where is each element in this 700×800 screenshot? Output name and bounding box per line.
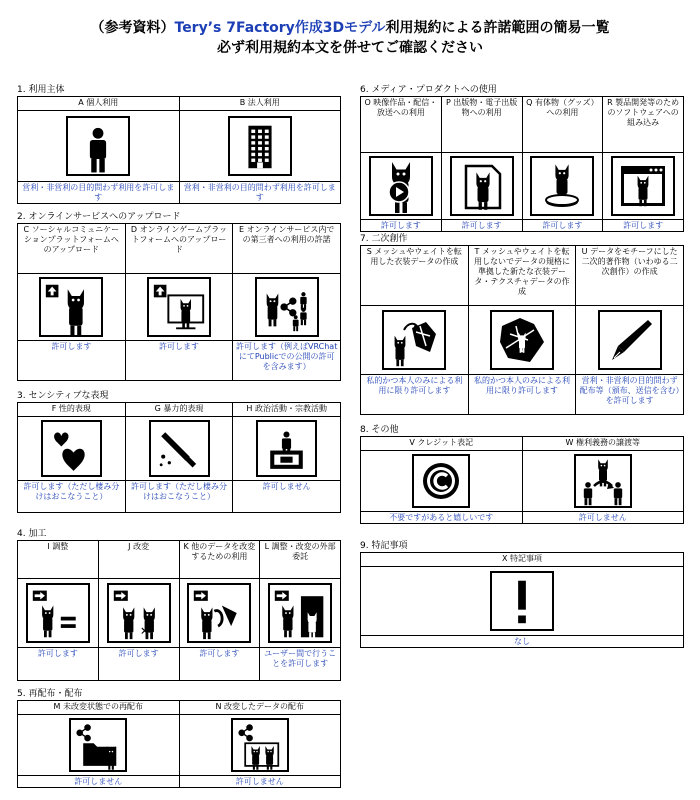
item-cell [18,541,98,680]
upload-game-icon [147,277,211,337]
knife-icon [149,420,210,477]
item-grid [360,436,684,524]
item-result: 私的かつ本人のみによる利用に限り許可します [361,374,468,414]
item-cell [18,224,125,380]
icon-area [126,417,233,480]
section-5 [17,688,341,788]
icon-area [18,715,179,775]
item-label: U データをモチーフにした二次的著作物（いわゆる二次創作）の作成 [576,246,683,306]
item-result: なし [361,635,683,647]
item-cell [522,437,684,523]
item-result: 許可しません [18,775,179,787]
item-grid [360,552,684,648]
item-result: 許可しません [233,480,340,512]
podium-speaker-icon [256,420,317,477]
title-prefix: （参考資料） [90,20,175,36]
item-cell [18,403,125,512]
section-2 [17,211,341,381]
item-cell [361,553,683,647]
item-result: 不要ですがあると嬉しいです [361,511,522,523]
section-title: 3. センシティブな表現 [17,391,109,401]
icon-area [18,417,125,480]
item-cell [125,224,233,380]
icon-area [18,579,98,647]
item-grid [360,96,684,232]
item-cell [98,541,179,680]
icon-area [442,153,522,219]
item-label: I 調整 [18,541,98,579]
new-costume-icon [490,310,554,370]
item-result: 営利・非営利の目的問わず配布等（頒布、送信を含む）を許可します [576,374,683,414]
item-result: 許可します [18,340,125,380]
item-cell [602,97,683,231]
section-8 [360,424,684,524]
exclamation-icon [490,571,554,631]
icon-area [361,451,522,511]
section-title: 7. 二次創作 [360,234,408,244]
copyright-icon [412,454,470,508]
rights-transfer-icon [574,454,632,508]
pen-nib-icon [598,310,662,370]
item-result: ユーザー間で行うことを許可します [260,647,340,680]
item-result: 許可します [442,219,522,231]
item-label: S メッシュやウェイトを転用した衣装データの作成 [361,246,468,306]
item-grid [17,402,341,513]
item-result: 許可します [361,219,441,231]
page-title [0,18,700,58]
item-label: F 性的表現 [18,403,125,417]
modify-icon [107,583,171,643]
item-result: 私的かつ本人のみによる利用に限り許可します [469,374,576,414]
item-label: V クレジット表記 [361,437,522,451]
office-building-icon [228,116,292,176]
item-result: 許可します [523,219,603,231]
icon-area [233,274,340,340]
item-label: W 権利義務の譲渡等 [523,437,684,451]
section-4 [17,528,341,681]
item-cell [361,246,468,414]
adjust-equal-icon [26,583,90,643]
item-label: C ソーシャルコミュニケーションプラットフォームへのアップロード [18,224,125,274]
outsourcing-icon [268,583,332,643]
item-label: L 調整・改変の外部委託 [260,541,340,579]
item-cell [179,541,260,680]
item-cell [232,403,340,512]
section-title: 1. 利用主体 [17,85,65,95]
item-cell [18,701,179,787]
item-label: J 改変 [99,541,179,579]
item-result: 許可します [126,340,233,380]
icon-area [233,417,340,480]
section-title: 5. 再配布・配布 [17,689,83,699]
item-cell [125,403,233,512]
section-6 [360,84,684,232]
icon-area [603,153,683,219]
icon-area [180,111,341,181]
icon-area [361,567,683,635]
section-title: 4. 加工 [17,529,47,539]
section-3 [17,390,341,513]
item-label: A 個人利用 [18,97,179,111]
title-suffix: 利用規約による許諾範囲の簡易一覧 [385,20,610,36]
item-label: X 特記事項 [361,553,683,567]
hearts-icon [41,420,102,477]
item-grid [17,96,341,204]
section-1 [17,84,341,204]
page-subtitle: 必ず利用規約本文を併せてご確認ください [217,40,483,56]
item-label: G 暴力的表現 [126,403,233,417]
section-9 [360,540,684,648]
icon-area [99,579,179,647]
item-result: 許可します [99,647,179,680]
title-brand: Tery’s 7Factory作成3Dモデル [174,20,386,36]
item-label: E オンラインサービス内での第三者への利用の許諾 [233,224,340,274]
video-play-icon [369,156,433,216]
item-result: 許可します [180,647,260,680]
item-grid [17,700,341,788]
item-label: R 製品開発等のためのソフトウェアへの組み込み [603,97,683,153]
goods-figure-icon [530,156,594,216]
icon-area [361,306,468,374]
item-result: 営利・非営利の目的問わず利用を許可します [18,181,179,203]
item-label: P 出版物・電子出版物への利用 [442,97,522,153]
software-window-icon [611,156,675,216]
item-label: H 政治活動・宗教活動 [233,403,340,417]
item-cell [468,246,576,414]
item-cell [575,246,683,414]
item-label: N 改変したデータの配布 [180,701,341,715]
item-result: 許可します（ただし棲み分けはおこなうこと） [126,480,233,512]
item-cell [179,701,341,787]
item-cell [18,97,179,203]
item-grid [17,223,341,381]
icon-area [18,111,179,181]
mesh-reuse-icon [382,310,446,370]
item-cell [441,97,522,231]
item-cell [179,97,341,203]
item-result: 許可しません [180,775,341,787]
icon-area [18,274,125,340]
icon-area [469,306,576,374]
item-label: O 映像作品・配信・放送への利用 [361,97,441,153]
share-avatar-icon [255,277,319,337]
item-result: 許可します [18,647,98,680]
upload-avatar-icon [39,277,103,337]
icon-area [523,153,603,219]
item-result: 許可します（例えばVRChatにてPublicでの公開の許可を含みます） [233,340,340,380]
item-grid [360,245,684,415]
publication-icon [450,156,514,216]
item-label: K 他のデータを改変するための利用 [180,541,260,579]
item-label: T メッシュやウェイトを転用しないでデータの規格に準拠した新たな衣装データ・テクスチャデータの作成 [469,246,576,306]
redistribute-folder-icon [69,718,127,772]
icon-area [361,153,441,219]
icon-area [576,306,683,374]
icon-area [523,451,684,511]
item-result: 許可します [603,219,683,231]
section-title: 8. その他 [360,425,399,435]
item-result: 許可しません [523,511,684,523]
item-cell [361,437,522,523]
item-cell [259,541,340,680]
section-title: 2. オンラインサービスへのアップロード [17,212,181,222]
item-cell [522,97,603,231]
item-label: Q 有体物（グッズ）への利用 [523,97,603,153]
person-icon [66,116,130,176]
icon-area [180,579,260,647]
item-result: 許可します（ただし棲み分けはおこなうこと） [18,480,125,512]
modify-other-icon [187,583,251,643]
distribute-modified-icon [231,718,289,772]
item-cell [361,97,441,231]
item-cell [232,224,340,380]
section-title: 9. 特記事項 [360,541,408,551]
icon-area [180,715,341,775]
item-label: D オンラインゲームプラットフォームへのアップロード [126,224,233,274]
section-title: 6. メディア・プロダクトへの使用 [360,85,497,95]
section-7 [360,233,684,415]
item-label: B 法人利用 [180,97,341,111]
item-label: M 未改変状態での再配布 [18,701,179,715]
icon-area [126,274,233,340]
icon-area [260,579,340,647]
item-grid [17,540,341,681]
item-result: 営利・非営利の目的問わず利用を許可します [180,181,341,203]
